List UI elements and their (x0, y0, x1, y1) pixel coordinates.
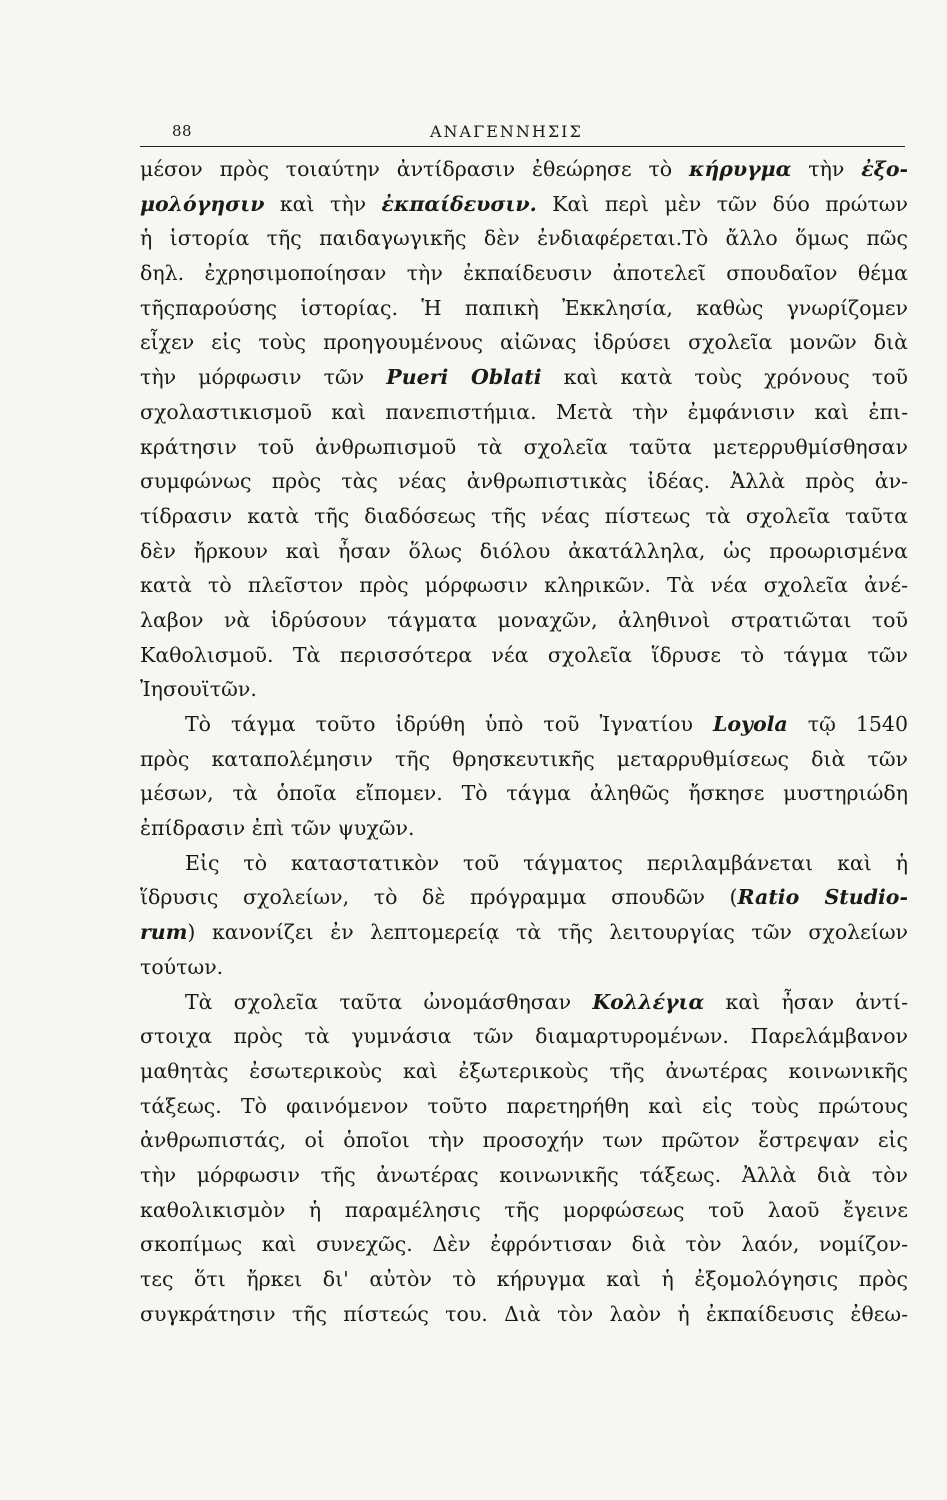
text-line (140, 325, 908, 360)
text-segment: μαθητὰς ἐσωτερικοὺς καὶ ἐξωτερικοὺς τῆς ἀνωτέρας κοινωνικῆς (140, 1058, 908, 1083)
text-segment: μέσων, τὰ ὁποῖα εἴπομεν. Τὸ τάγμα ἀληθῶς ἤσκησε μυστηριώδη (140, 781, 908, 806)
text-line (140, 395, 908, 430)
text-segment: δηλ. ἐχρησιμοποίησαν τὴν ἐκπαίδευσιν ἀποτελεῖ σπουδαῖον θέμα (140, 261, 908, 286)
text-line (140, 430, 908, 465)
text-line (140, 742, 908, 777)
emphasized-text: Pueri Oblati (386, 365, 542, 390)
text-line (140, 568, 908, 603)
text-line (140, 603, 908, 638)
text-line (140, 846, 908, 881)
text-line (140, 221, 908, 256)
body-text (140, 152, 908, 1331)
text-line (140, 707, 908, 742)
text-segment: εἶχεν εἰς τοὺς προηγουμένους αἰῶνας ἱδρύσει σχολεῖα μονῶν διὰ (140, 330, 908, 355)
page-number: 88 (172, 122, 193, 140)
text-line (140, 291, 908, 326)
text-segment: ἵδρυσις σχολείων, τὸ δὲ πρόγραμμα σπουδῶν ( (140, 885, 738, 910)
page-header (140, 118, 905, 150)
text-segment: λαβον νὰ ἱδρύσουν τάγματα μοναχῶν, ἀληθινοὶ στρατιῶται τοῦ (140, 607, 908, 632)
text-line (140, 499, 908, 534)
text-line (140, 638, 908, 673)
text-line (140, 915, 908, 950)
text-segment: δὲν ἤρκουν καὶ ἦσαν ὅλως διόλου ἀκατάλληλα, ὡς προωρισμένα (140, 538, 908, 563)
text-segment: τὴν (791, 157, 862, 181)
text-segment: καὶ ἦσαν ἀντί- (704, 989, 908, 1014)
text-segment: τες ὅτι ἤρκει δι' αὐτὸν τὸ κήρυγμα καὶ ἡ ἐξομολόγησις πρὸς (140, 1267, 908, 1291)
text-segment: στοιχα πρὸς τὰ γυμνάσια τῶν διαμαρτυρομένων. Παρελάμβανον (140, 1024, 908, 1049)
text-line (140, 187, 908, 222)
text-line (140, 464, 908, 499)
emphasized-text: κήρυγμα (688, 157, 792, 181)
running-title: ΑΝΑΓΕΝΝΗΣΙΣ (430, 122, 583, 141)
text-line (140, 811, 908, 846)
text-segment: τῆςπαρούσης ἱστορίας. Ἡ παπικὴ Ἐκκλησία, καθὼς γνωρίζομεν (140, 295, 908, 320)
text-segment: τὴν μόρφωσιν τῆς ἀνωτέρας κοινωνικῆς τάξεως. Ἀλλὰ διὰ τὸν (140, 1162, 908, 1187)
text-segment: σκοπίμως καὶ συνεχῶς. Δὲν ἐφρόντισαν διὰ τὸν λαόν, νομίζον- (140, 1232, 908, 1257)
text-line (140, 1193, 908, 1228)
emphasized-text: Loyola (712, 712, 788, 736)
text-segment: τὴν μόρφωσιν τῶν (140, 365, 387, 390)
emphasized-text: ἐκπαίδευσιν. (381, 191, 537, 216)
text-segment: πρὸς καταπολέμησιν τῆς θρησκευτικῆς μεταρρυθμίσεως διὰ τῶν (140, 746, 908, 771)
emphasized-text: Ratio Studio- (737, 885, 908, 910)
text-segment: καὶ κατὰ τοὺς χρόνους τοῦ (541, 365, 908, 390)
text-line (140, 776, 908, 811)
text-segment: Καὶ περὶ μὲν τῶν δύο πρώτων (536, 191, 908, 216)
text-line (140, 360, 908, 395)
text-line (140, 1089, 908, 1124)
text-line (140, 152, 908, 187)
text-segment: ἀνθρωπιστάς, οἱ ὁποῖοι τὴν προσοχήν των πρῶτον ἔστρεψαν εἰς (140, 1128, 908, 1153)
text-line (140, 985, 908, 1020)
text-segment: ἡ ἱστορία τῆς παιδαγωγικῆς δὲν ἐνδιαφέρεται.Τὸ ἄλλο ὅμως πῶς (140, 226, 908, 251)
text-segment: ) κανονίζει ἐν λεπτομερείᾳ τὰ τῆς λειτουργίας τῶν σχολείων (187, 920, 908, 945)
text-segment: Ἰησουϊτῶν. (140, 677, 257, 702)
text-line (140, 950, 908, 985)
text-segment: κράτησιν τοῦ ἀνθρωπισμοῦ τὰ σχολεῖα ταῦτα μετερρυθμίσθησαν (140, 434, 908, 459)
text-segment: Τὸ τάγμα τοῦτο ἱδρύθη ὑπὸ τοῦ Ἰγνατίου (185, 712, 713, 736)
text-line (140, 1227, 908, 1262)
emphasized-text: μολόγησιν (140, 191, 265, 216)
emphasized-text: rum (140, 920, 188, 945)
text-segment: καθολικισμὸν ἡ παραμέλησις τῆς μορφώσεως τοῦ λαοῦ ἔγεινε (140, 1197, 908, 1222)
emphasized-text: ἐξο- (861, 157, 908, 181)
text-segment: τῷ 1540 (787, 712, 908, 736)
text-segment: κατὰ τὸ πλεῖστον πρὸς μόρφωσιν κληρικῶν. Τὰ νέα σχολεῖα ἀνέ- (140, 573, 908, 598)
text-line (140, 1123, 908, 1158)
text-line (140, 256, 908, 291)
text-segment: Καθολισμοῦ. Τὰ περισσότερα νέα σχολεῖα ἵδρυσε τὸ τάγμα τῶν (140, 642, 908, 667)
text-segment: τούτων. (140, 954, 224, 979)
text-segment: καὶ τὴν (264, 191, 382, 216)
text-line (140, 1262, 908, 1297)
text-segment: Εἰς τὸ καταστατικὸν τοῦ τάγματος περιλαμβάνεται καὶ ἡ (185, 850, 908, 875)
text-segment: Τὰ σχολεῖα ταῦτα ὠνομάσθησαν (185, 989, 593, 1014)
text-segment: τάξεως. Τὸ φαινόμενον τοῦτο παρετηρήθη καὶ εἰς τοὺς πρώτους (140, 1093, 908, 1118)
text-line (140, 1158, 908, 1193)
header-rule (140, 146, 905, 147)
text-segment: ἐπίδρασιν ἐπὶ τῶν ψυχῶν. (140, 816, 415, 841)
text-line (140, 1297, 908, 1332)
text-line (140, 1054, 908, 1089)
text-segment: μέσον πρὸς τοιαύτην ἀντίδρασιν ἐθεώρησε τὸ (140, 157, 689, 181)
text-line (140, 534, 908, 569)
text-segment: συμφώνως πρὸς τὰς νέας ἀνθρωπιστικὰς ἰδέας. Ἀλλὰ πρὸς ἀν- (140, 469, 908, 494)
text-segment: σχολαστικισμοῦ καὶ πανεπιστήμια. Μετὰ τὴν ἐμφάνισιν καὶ ἐπι- (140, 399, 908, 424)
text-line (140, 1019, 908, 1054)
text-line (140, 672, 908, 707)
text-segment: τίδρασιν κατὰ τῆς διαδόσεως τῆς νέας πίστεως τὰ σχολεῖα ταῦτα (140, 503, 908, 528)
text-line (140, 880, 908, 915)
text-segment: συγκράτησιν τῆς πίστεώς του. Διὰ τὸν λαὸν ἡ ἐκπαίδευσις ἐθεω- (140, 1301, 908, 1326)
emphasized-text: Κολλέγια (592, 989, 705, 1014)
